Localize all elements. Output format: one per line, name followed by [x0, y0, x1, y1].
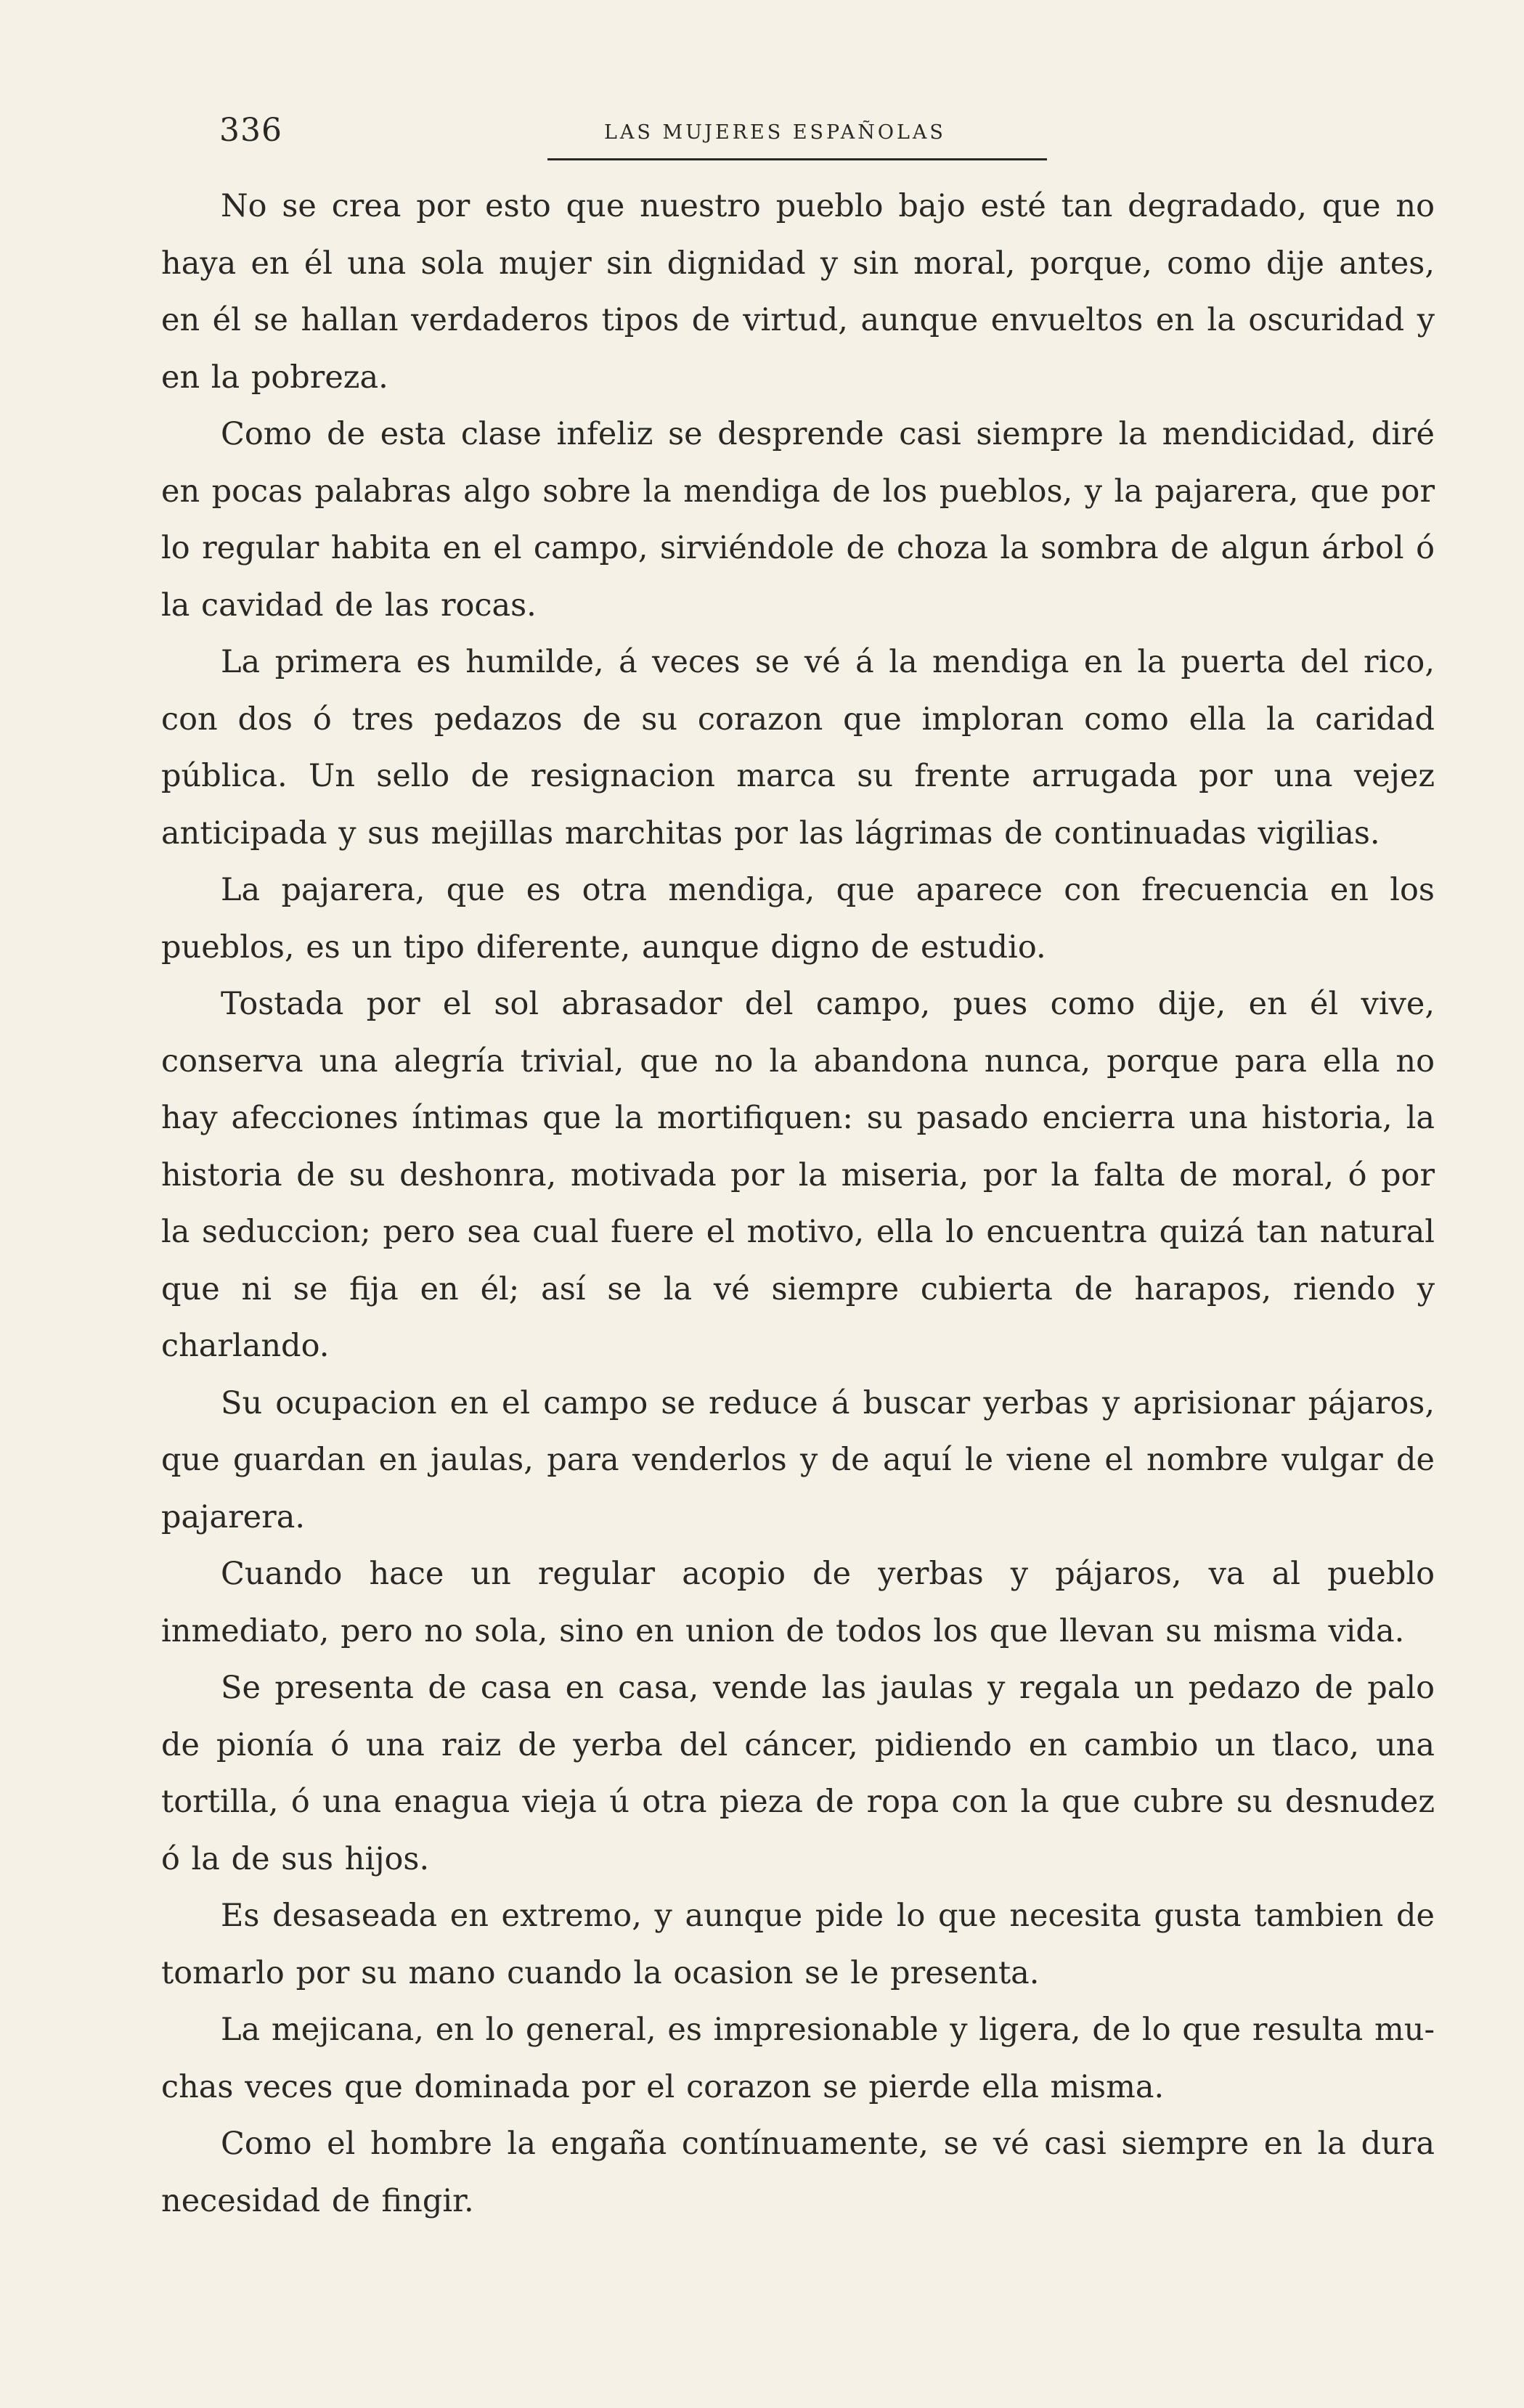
paragraph: Como el hombre la engaña contínuamente, se vé casi siempre en la dura necesidad de fingir. — [161, 2126, 1435, 2219]
paragraph: Su ocupacion en el campo se reduce á buscar yerbas y aprisionar pájaros, que guardan en jaulas, para venderlos y de aquí le viene el nombre vulgar de pajarera. — [161, 1384, 1435, 1535]
paragraph: La pajarera, que es otra mendiga, que aparece con frecuencia en los pueblos, es un tipo diferente, aunque digno de estudio. — [161, 872, 1435, 966]
paragraph: Se presenta de casa en casa, vende las jaulas y regala un pedazo de palo de pionía ó una raiz de yerba del cáncer, pidiendo en cambio un tlaco, una tortilla, ó una enagua vieja ú otra pieza de ropa con la que cubre su desnudez ó la de sus hijos. — [161, 1670, 1435, 1877]
paragraph: Como de esta clase infeliz se desprende casi siempre la mendicidad, diré en pocas palabras algo sobre la mendiga de los pueblos, y la pajarera, que por lo regular habita en el campo, sirviéndole de choza la sombra de algun árbol ó la cavidad de las rocas. — [161, 416, 1435, 624]
header-rule — [547, 158, 1047, 160]
paragraph: La primera es humilde, á veces se vé á la mendiga en la puerta del rico, con dos ó tres pedazos de su corazon que imploran como ella la caridad pública. Un sello de resignacion marca su frente arrugada por una vejez anticipada y sus mejillas marchitas por las lágrimas de continuadas vigilias. — [161, 644, 1435, 852]
running-title: LAS MUJERES ESPAÑOLAS — [604, 121, 946, 144]
page-number: 336 — [219, 112, 282, 149]
paragraph: No se crea por esto que nuestro pueblo bajo esté tan degradado, que no haya en él una sola mujer sin dignidad y sin moral, porque, como dije antes, en él se hallan verdaderos tipos de virtud, aunque envueltos en la oscuridad y en la pobreza. — [161, 188, 1435, 396]
paragraph: La mejicana, en lo general, es impresionable y ligera, de lo que resulta muchas veces que dominada por el corazon se pierde ella misma. — [161, 2012, 1435, 2105]
paragraph: Es desaseada en extremo, y aunque pide lo que necesita gusta tambien de tomarlo por su mano cuando la ocasion se le presenta. — [161, 1898, 1435, 1991]
body-text — [161, 178, 1435, 2229]
running-head — [219, 113, 1047, 156]
paragraph: Tostada por el sol abrasador del campo, pues como dije, en él vive, conserva una alegría trivial, que no la abandona nunca, porque para ella no hay afecciones íntimas que la mortifiquen: su pasado encierra una historia, la historia de su deshonra, motivada por la miseria, por la falta de moral, ó por la seduccion; pero sea cual fuere el motivo, ella lo encuentra quizá tan natural que ni se fija en él; así se la vé siempre cubierta de harapos, riendo y charlando. — [161, 986, 1435, 1364]
paragraph: Cuando hace un regular acopio de yerbas y pájaros, va al pueblo inmediato, pero no sola, sino en union de todos los que llevan su misma vida. — [161, 1556, 1435, 1649]
